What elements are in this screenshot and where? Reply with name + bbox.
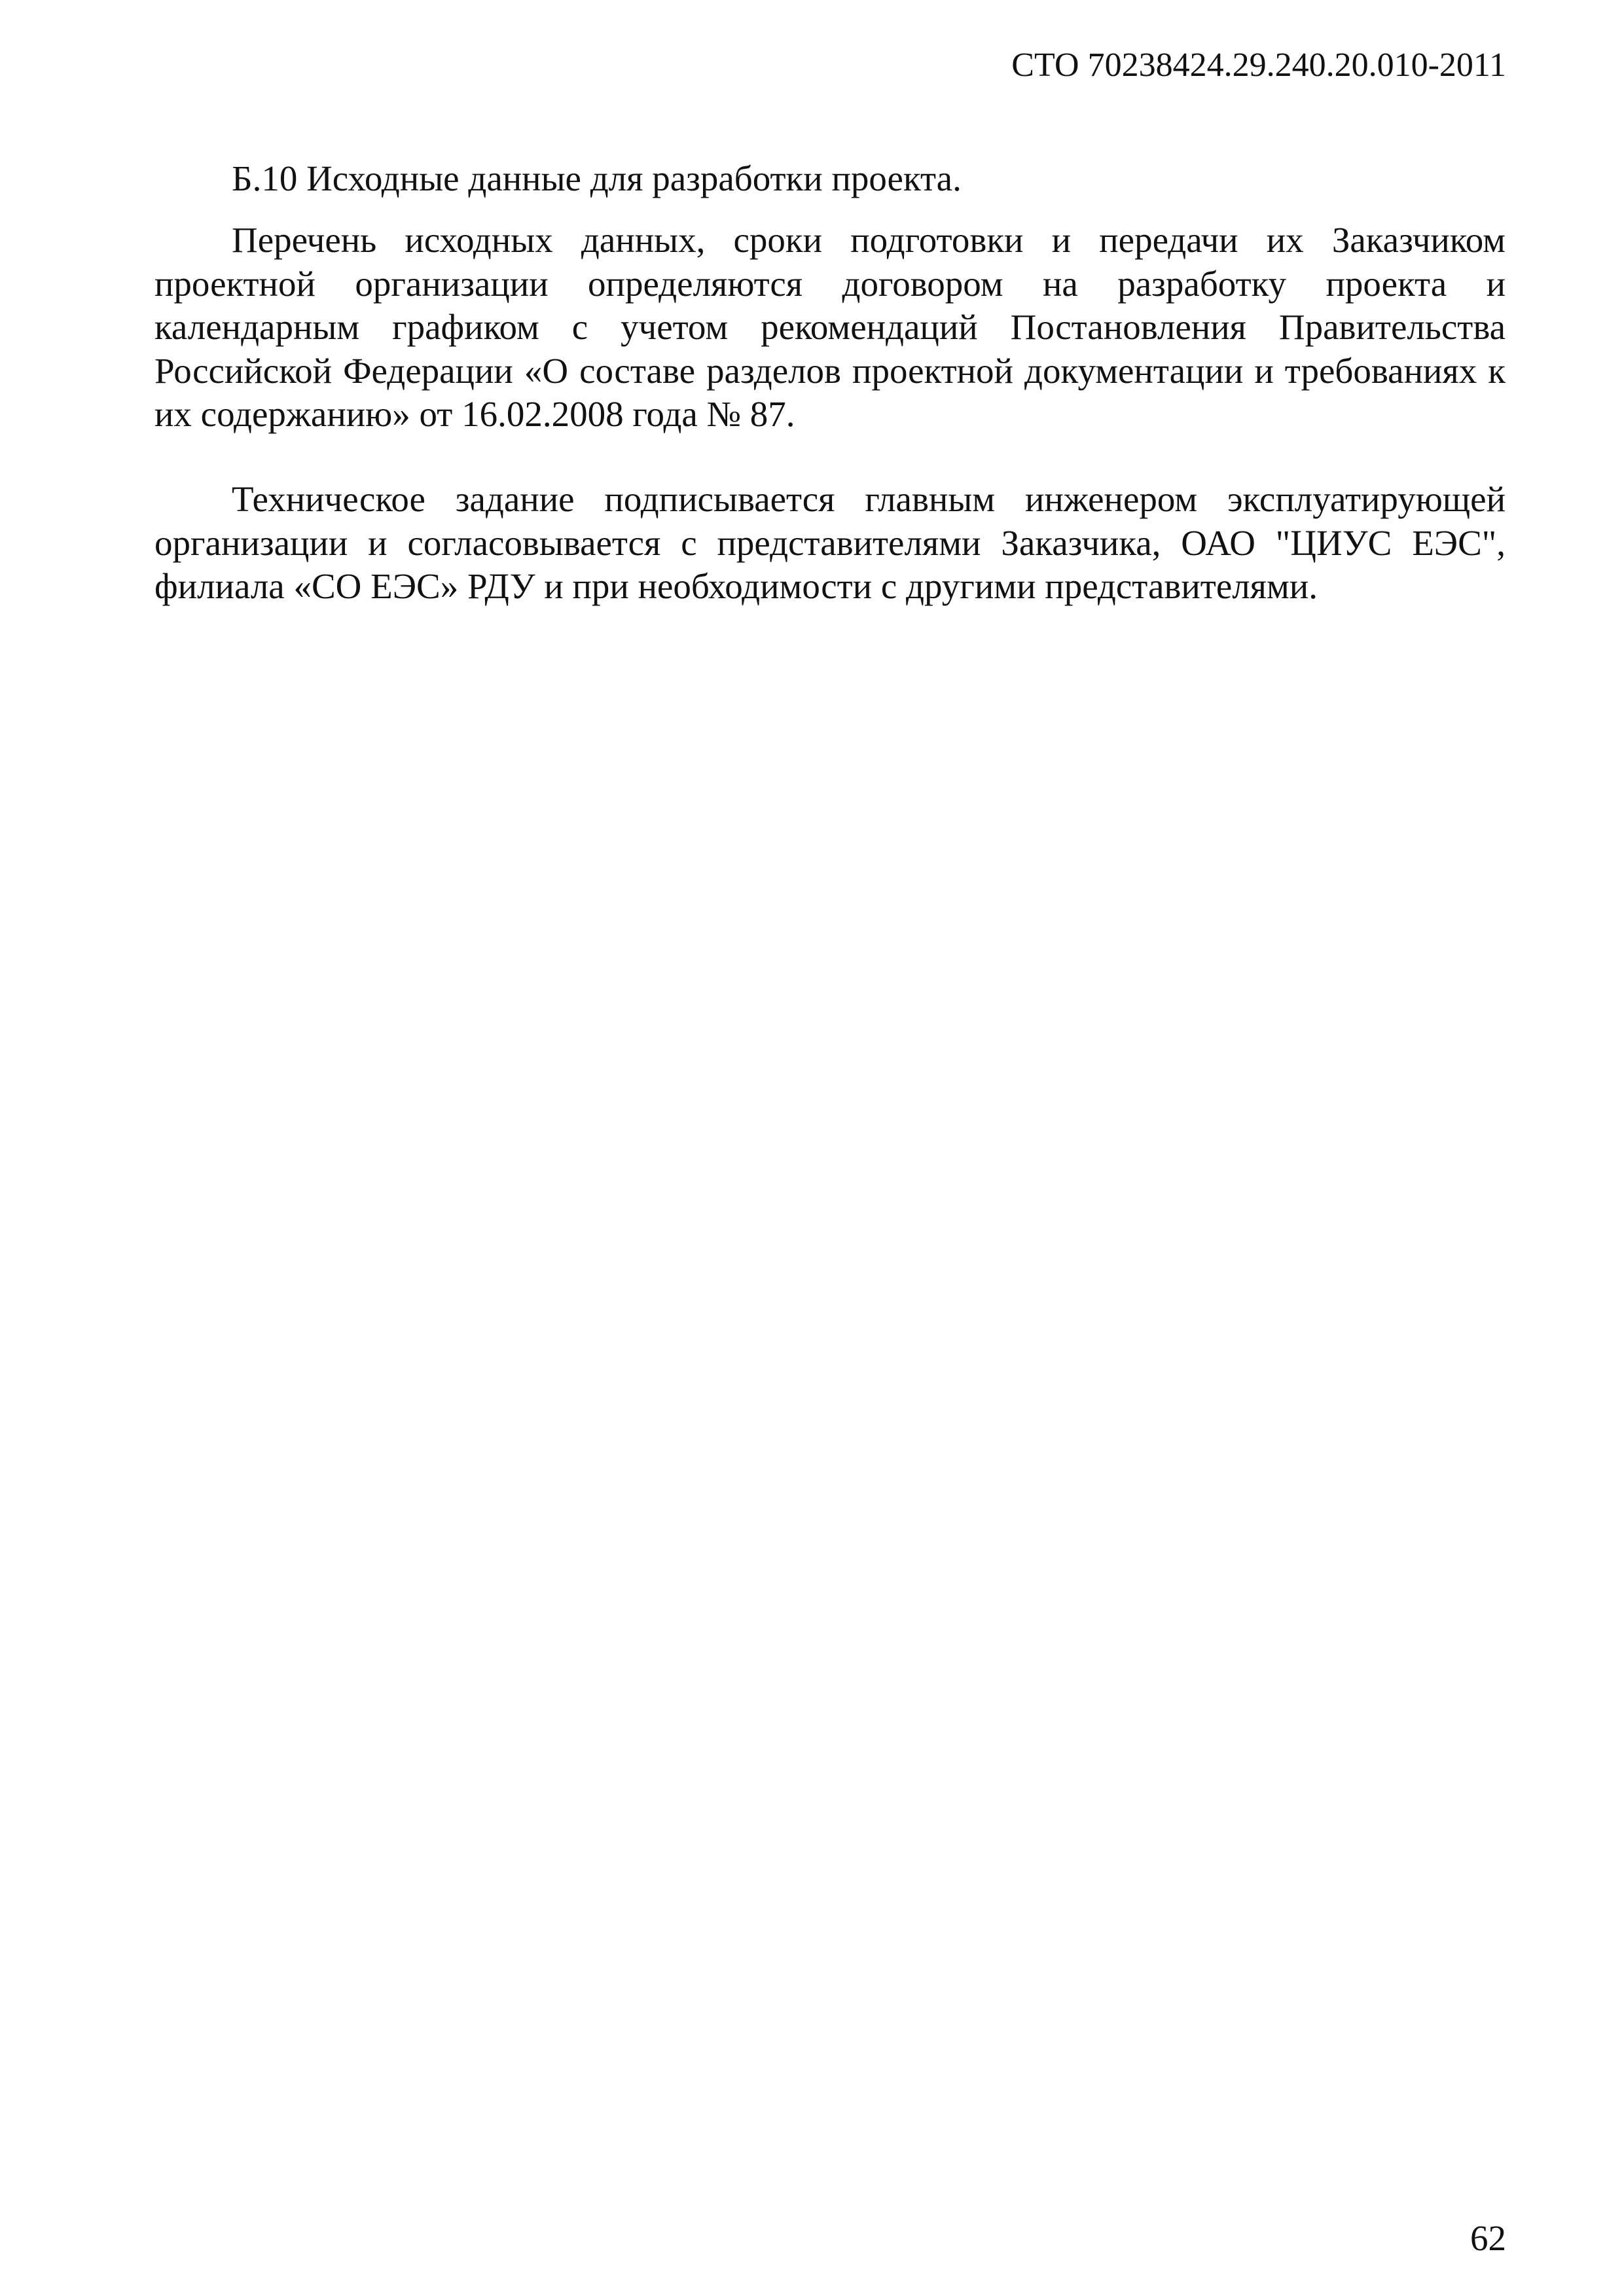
page-number: 62	[1470, 2218, 1506, 2258]
paragraph-technical-assignment: Техническое задание подписывается главным инженером эксплуатирующей организации и согласовывается с представителями Заказчика, ОАО "ЦИУС ЕЭС", филиала «СО ЕЭС» РДУ и при необходимости с другими представителями.	[154, 479, 1506, 606]
document-code-header: СТО 70238424.29.240.20.010-2011	[1011, 46, 1506, 84]
section-heading: Б.10 Исходные данные для разработки проекта.	[232, 158, 962, 198]
paragraph-source-data: Перечень исходных данных, сроки подготовки и передачи их Заказчиком проектной организации определяются договором на разработку проекта и календарным графиком с учетом рекомендаций Постановления Правительства Российской Федерации «О составе разделов проектной документации и требованиях к их содержанию» от 16.02.2008 года № 87.	[154, 220, 1506, 434]
